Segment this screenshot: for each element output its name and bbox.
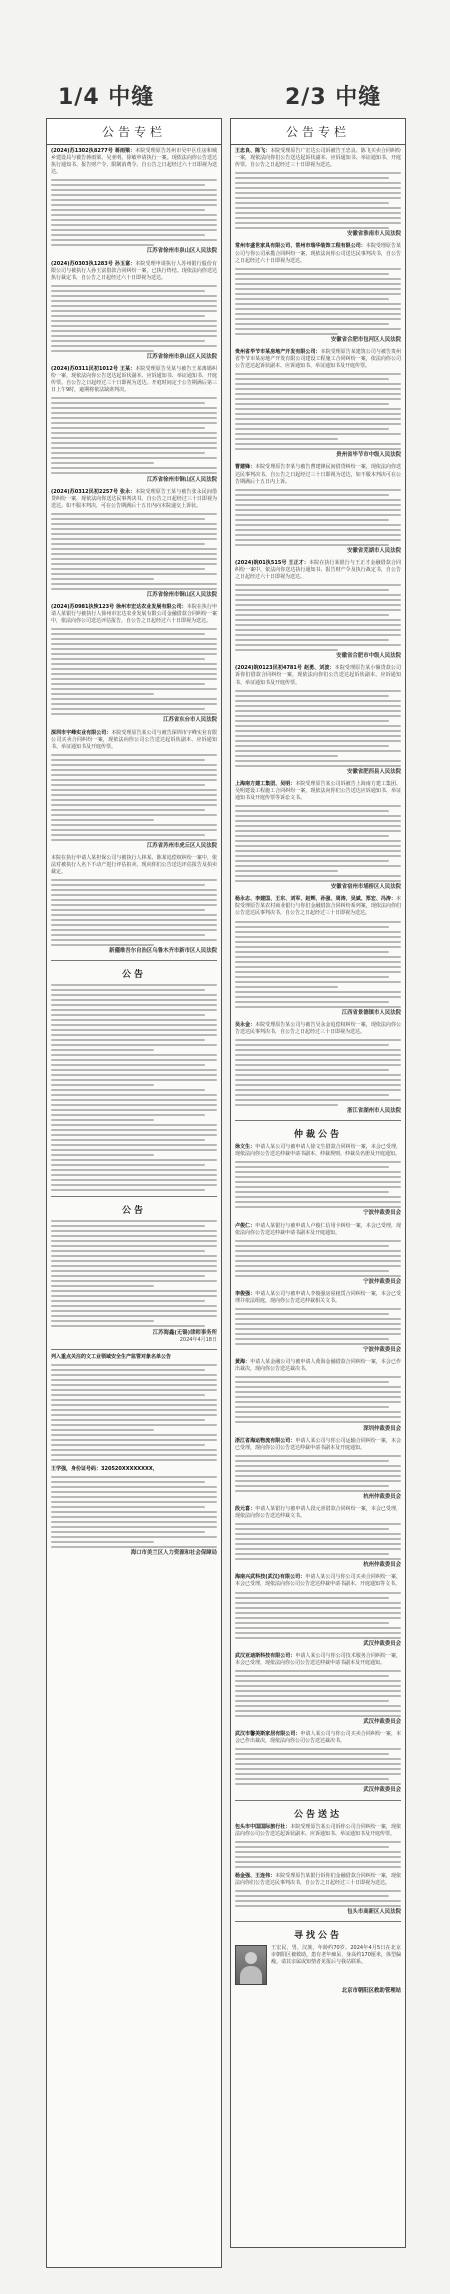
notice-issuer: 江苏海鑫(无锡)律师事务所 [152, 1329, 217, 1336]
notice-text: 本院受理原告李某与被告曹建锋民间借贷纠纷一案，现依法向你送达民事判决书。自公告之日起经过三十日即视为送达，如不服本判决可在公告期满后十五日内上诉。 [235, 464, 401, 485]
notice-date: 2024年4月18日 [179, 1336, 217, 1343]
missing-person-notice [235, 1945, 401, 1985]
notice-item [51, 604, 217, 724]
notice-issuer: 江苏省苏州市虎丘区人民法院 [146, 842, 217, 849]
notice-text: 申请人某公司与你公司运输合同纠纷一案，本会已受理，现向你公司公告送达仲裁申请书副本及开庭通知。 [235, 1437, 401, 1451]
notice-text: 申请人某银行与被申请人卢俊仁信用卡纠纷一案，本会已受理，现依法向你公告送达仲裁申请书副本及开庭通知。 [235, 1222, 401, 1236]
section-divider [51, 960, 217, 961]
notice-text: 申请人某公司与你公司技术服务合同纠纷一案，本会已受理，现依法向你公司公告送达仲裁申请书副本及开庭通知。 [235, 1652, 401, 1666]
notice-text: 申请人某银行与被申请人段元喜借款合同纠纷一案，本会已受理，现依法向你公告送达仲裁文书。 [235, 1506, 401, 1520]
notice-item [235, 1873, 401, 1916]
notice-issuer: 江苏省东台市人民法院 [163, 717, 217, 724]
notice-issuer: 安徽省宿州市埇桥区人民法院 [330, 884, 401, 891]
notice-issuer: 浙江省湖州市人民法院 [347, 1108, 401, 1115]
section-title: 公告 [121, 1206, 146, 1217]
notice-issuer: 宁波仲裁委员会 [363, 1210, 401, 1217]
notice-item [235, 896, 401, 1016]
notice-lead: 徐文生： [235, 1144, 256, 1151]
left-fold-title: 1/4 中缝 [58, 85, 155, 110]
notice-issuer: 宁波仲裁委员会 [363, 1278, 401, 1285]
notice-text: 本院受理原告某建筑公司与被告贵州省毕节市某房地产开发有限公司建设工程施工合同纠纷一案，依法向你公司公告送达起诉状副本、应诉通知书、举证通知书及开庭传票。 [235, 348, 401, 370]
notice-lead: (2024)皖0123民初4781号 赵勇、刘波： [235, 665, 335, 672]
notice-text: 本院受理原告王某与被告张永民间借贷纠纷一案，现依法向你送达民事判决书。自公告之日起经过三十日即视为送达。如不服本判决，可在公告期满后十五日内向本院递交上诉状。 [51, 488, 217, 509]
notice-issuer: 杭州仲裁委员会 [363, 1562, 401, 1569]
missing-person-photo [235, 1945, 267, 1985]
notice-lead: 吴永金： [235, 1021, 256, 1028]
section-title: 仲裁公告 [293, 1130, 342, 1141]
section-divider [235, 1800, 401, 1801]
notice-text: 本院在执行申请人某银行与被执行人徐州市宏达农业发展有限公司金融借款合同纠纷一案中，依法向你公司送达评估报告，自公告之日起经过六十日即视为送达。 [51, 604, 217, 625]
notice-lead: 杨永志、李建国、王东、刘军、赵辉、孙强、周涛、吴斌、郑宏、冯涛： [235, 896, 396, 903]
notice-item [51, 366, 217, 484]
notice-issuer: 安徽省芜湖市人民法院 [347, 547, 401, 554]
notice-text: 本院在执行某银行与王正才金融借款合同纠纷一案中，依法向你送达执行通知书、报告财产令及执行裁定书，自公告之日起经过六十日即视为送达。 [235, 559, 401, 581]
notice-text: 本院受理原告某农村商业银行与你们金融借款合同纠纷系列案，现依法向你们公告送达民事判决书，自公告之日起经过三十日即视为送达。 [235, 896, 401, 917]
notice-text: 本院受理原告某公司与被告深圳市宇峰实业有限公司买卖合同纠纷一案，现依法向你公司公告送达起诉状副本、应诉通知书、举证通知书及开庭传票。 [51, 729, 217, 750]
notice-lead: (2024)苏0981执恢123号 徐州市宏达农业发展有限公司： [51, 604, 187, 611]
notice-text: 王宏民，男，汉族，年龄约70岁。2024年4月5日在北京市朝阳区被救助，患有老年痴呆，身高约170厘米，体型偏瘦。请其亲属或知情者见报后与我站联系。 [271, 1945, 401, 1966]
notice-item [235, 1506, 401, 1569]
notice-issuer: 贵州省毕节市中级人民法院 [336, 452, 401, 459]
notice-text: 申请人某公司与你公司买卖合同纠纷一案，本会已受理，现依法向你公司公告送达仲裁申请书副本、开庭通知等文书。 [235, 1574, 401, 1588]
notice-issuer: 深圳仲裁委员会 [363, 1425, 401, 1432]
notice-item [235, 1731, 401, 1794]
notice-issuer: 宁波仲裁委员会 [363, 1347, 401, 1354]
notice-lead: 王忠良、陈飞： [235, 148, 271, 154]
notice-issuer: 安徽省合肥市中级人民法院 [336, 653, 401, 660]
notice-lead: (2024)苏0312民初2257号 张永： [51, 488, 136, 495]
notice-issuer: 安徽省肥西县人民法院 [347, 768, 401, 775]
notice-text: 本院受理原告某公司与被告吴永金追偿权纠纷一案，现依法向你公告送达民事判决书，自公告之日起经过三十日即视为送达。 [235, 1021, 401, 1035]
notice-item [51, 261, 217, 361]
notice-text: 申请人某公司与被申请人徐文生借款合同纠纷一案，本会已受理，现依法向你公告送达仲裁申请书副本、仲裁规则、仲裁员名册及开庭通知。 [235, 1144, 401, 1158]
notice-lead: 曹建锋： [235, 464, 256, 471]
notice-item [235, 665, 401, 775]
section-title: 公告送达 [293, 1809, 342, 1820]
notice-issuer: 江苏省徐州市泉山区人民法院 [146, 353, 217, 360]
notice-issuer: 海口市美兰区人力资源和社会保障局 [130, 1550, 217, 1557]
notice-lead: 海南兴武科技(武汉)有限公司： [235, 1574, 306, 1581]
notice-lead: 包头市中国国际旅行社： [235, 1823, 291, 1830]
notice-lead: (2024)苏1302执8277号 蒋雨梁： [51, 148, 136, 154]
notice-item [235, 1291, 401, 1354]
notice-item [235, 1824, 401, 1868]
notice-text: 本院受理原告某公司与你公司承揽合同纠纷一案，现依法向你公司送达民事判决书，自公告之日起经过六十日即视为送达。 [235, 243, 401, 264]
notice-item [51, 984, 217, 1191]
notice-text: 申请人某公司与被申请人李俊强房屋租赁合同纠纷一案，本会已受理并依法组庭，现向你公告送达仲裁相关文书。 [235, 1290, 401, 1304]
notice-item [235, 243, 401, 343]
notice-issuer: 包头市高新区人民法院 [347, 1908, 401, 1915]
notice-item [235, 1359, 401, 1432]
notice-issuer: 杭州仲裁委员会 [363, 1493, 401, 1500]
notice-lead: 段元喜： [235, 1506, 256, 1512]
notice-item [235, 1144, 401, 1217]
section-divider [51, 1349, 217, 1350]
notice-issuer: 武汉仲裁委员会 [363, 1787, 401, 1794]
notice-text: 本院受理原告某小额贷款公司诉你们借款合同纠纷一案，现依法向你们公告送达起诉状副本、应诉通知书、举证通知书及开庭传票。 [235, 665, 401, 686]
section-title: 寻找公告 [293, 1931, 342, 1942]
notice-issuer: 江西省景德镇市人民法院 [341, 1009, 401, 1016]
notice-lead: 深圳市宇峰实业有限公司： [51, 729, 112, 736]
notice-issuer: 江苏省徐州市铜山区人民法院 [146, 591, 217, 598]
notice-issuer: 安徽省淮南市人民法院 [347, 231, 401, 238]
notice-item [235, 1223, 401, 1286]
notice-item [51, 489, 217, 599]
section-divider [51, 1196, 217, 1197]
left-column-banner: 公告专栏 [47, 119, 221, 145]
notice-lead: 浙江省海运物流有限公司： [235, 1437, 296, 1444]
notice-text: 本院受理原告某公司诉被告上海南方建工集团、吴明建设工程施工合同纠纷一案，现依法向你们公告送达应诉通知书、举证通知书及开庭传票等诉讼文书。 [235, 780, 401, 801]
notice-item [235, 464, 401, 554]
notice-item [51, 730, 217, 850]
notice-lead: 上海南方建工集团、吴明： [235, 780, 296, 787]
notice-lead: (2024)皖01执515号 王正才： [235, 559, 309, 566]
notice-lead: 李俊强： [235, 1290, 256, 1297]
left-column-body [47, 145, 221, 1565]
right-notice-column [230, 118, 406, 2248]
notice-lead: 常州市盛世家具有限公司、常州市瑞华装饰工程有限公司： [235, 243, 366, 250]
right-column-body [231, 145, 405, 1997]
notice-text: 本院受理原告吴某与被告王某离婚纠纷一案，现依法向你公告送达起诉状副本、应诉通知书、举证通知书、开庭传票。自公告之日起经过三十日即视为送达。开庭时间定于公告期满后第三日上午9时，逾期将依法缺席判决。 [51, 366, 217, 394]
left-notice-column [46, 118, 222, 2268]
notice-text: 申请人某金融公司与被申请人黄海金融借款合同纠纷一案，本会已作出裁决，现向你公告送达裁决书。 [235, 1359, 401, 1373]
notice-item [235, 1438, 401, 1501]
notice-text: 本院受理原告某银行诉你们金融借款合同纠纷一案，现依法向你们公告送达民事判决书，自公告之日起经过三十日即视为送达。 [235, 1872, 401, 1886]
notice-item [235, 349, 401, 459]
notice-item [235, 148, 401, 238]
notice-issuer: 江苏省徐州市泉山区人民法院 [146, 248, 217, 255]
notice-text: 申请人某公司与你公司买卖合同纠纷一案，本会已作出裁决，现依法向你公司公告送达裁决书。 [235, 1731, 401, 1745]
notice-text: 本院受理原告苏州市吴中区住房和城乡建设局与被告蒋雨梁、吴亚明、徐敏申请执行一案。现依法向你公告送达执行通知书、报告财产令、限制消费令。自公告之日起经过六十日即视为送达。 [51, 148, 217, 176]
notice-issuer: 安徽省合肥市包河区人民法院 [330, 336, 401, 343]
section-divider [235, 1120, 401, 1121]
notice-item [51, 1354, 217, 1461]
section-divider [235, 1921, 401, 1922]
notice-issuer: 江苏省徐州市铜山区人民法院 [146, 476, 217, 483]
notice-item [235, 781, 401, 891]
right-column-banner: 公告专栏 [231, 119, 405, 145]
notice-text: 本院受理原告某公司诉你公司合同纠纷一案，现依法向你公司公告送达起诉状副本、应诉通知书、举证通知书及开庭传票。 [235, 1823, 401, 1837]
notice-text: 本院受理申请执行人苏州银行股份有限公司与被执行人孙玉富借款合同纠纷一案，已执行终结。现依法向你送达执行裁定书，自公告之日起经过六十日即视为送达。 [51, 260, 217, 281]
notice-issuer: 北京市朝阳区救助管理站 [341, 1988, 401, 1995]
notice-lead: 贵州省毕节市某房地产开发有限公司： [235, 348, 321, 355]
notice-lead: 卢俊仁： [235, 1222, 256, 1229]
notice-lead: 列入重点关注的文工业领域安全生产监管对象名单公告 [51, 1353, 172, 1360]
notice-lead: 武汉市馨美斯家居有限公司： [235, 1731, 301, 1738]
notice-issuer: 武汉仲裁委员会 [363, 1640, 401, 1647]
notice-item [51, 148, 217, 256]
notice-item [235, 1653, 401, 1726]
notice-lead: 杨金强、王连伟： [235, 1872, 276, 1879]
notice-text: 本院受理原告广宏达公司诉被告王忠良、陈飞买卖合同纠纷一案，现依法向你们公告送达起诉状副本、应诉通知书、举证通知书、开庭传票。自公告之日起经过三十日即视为送达。 [235, 148, 401, 169]
notice-lead: (2024)苏0311民初1012号 王某： [51, 366, 136, 373]
notice-issuer: 新疆维吾尔自治区乌鲁木齐市新市区人民法院 [109, 948, 217, 955]
notice-item [51, 1220, 217, 1343]
right-fold-title: 2/3 中缝 [285, 85, 382, 110]
section-title: 公告 [121, 970, 146, 981]
notice-item [51, 1466, 217, 1557]
notice-item [235, 560, 401, 660]
notice-item [51, 855, 217, 955]
notice-item [235, 1574, 401, 1647]
notice-lead: 王学强，身份证号码：320520XXXXXXXX， [51, 1465, 158, 1472]
notice-issuer: 武汉仲裁委员会 [363, 1719, 401, 1726]
notice-item [235, 1022, 401, 1115]
notice-lead: (2024)苏0303执1283号 孙玉富： [51, 260, 136, 267]
notice-text: 本院在执行申请人某担保公司与被执行人林某、陈某追偿权纠纷一案中，依法对被执行人名下不动产进行评估拍卖。现向你们公告送达评估报告及拍卖裁定。 [51, 855, 217, 876]
notice-lead: 黄海： [235, 1359, 251, 1366]
notice-lead: 武汉亚迪斯科技有限公司： [235, 1652, 296, 1659]
